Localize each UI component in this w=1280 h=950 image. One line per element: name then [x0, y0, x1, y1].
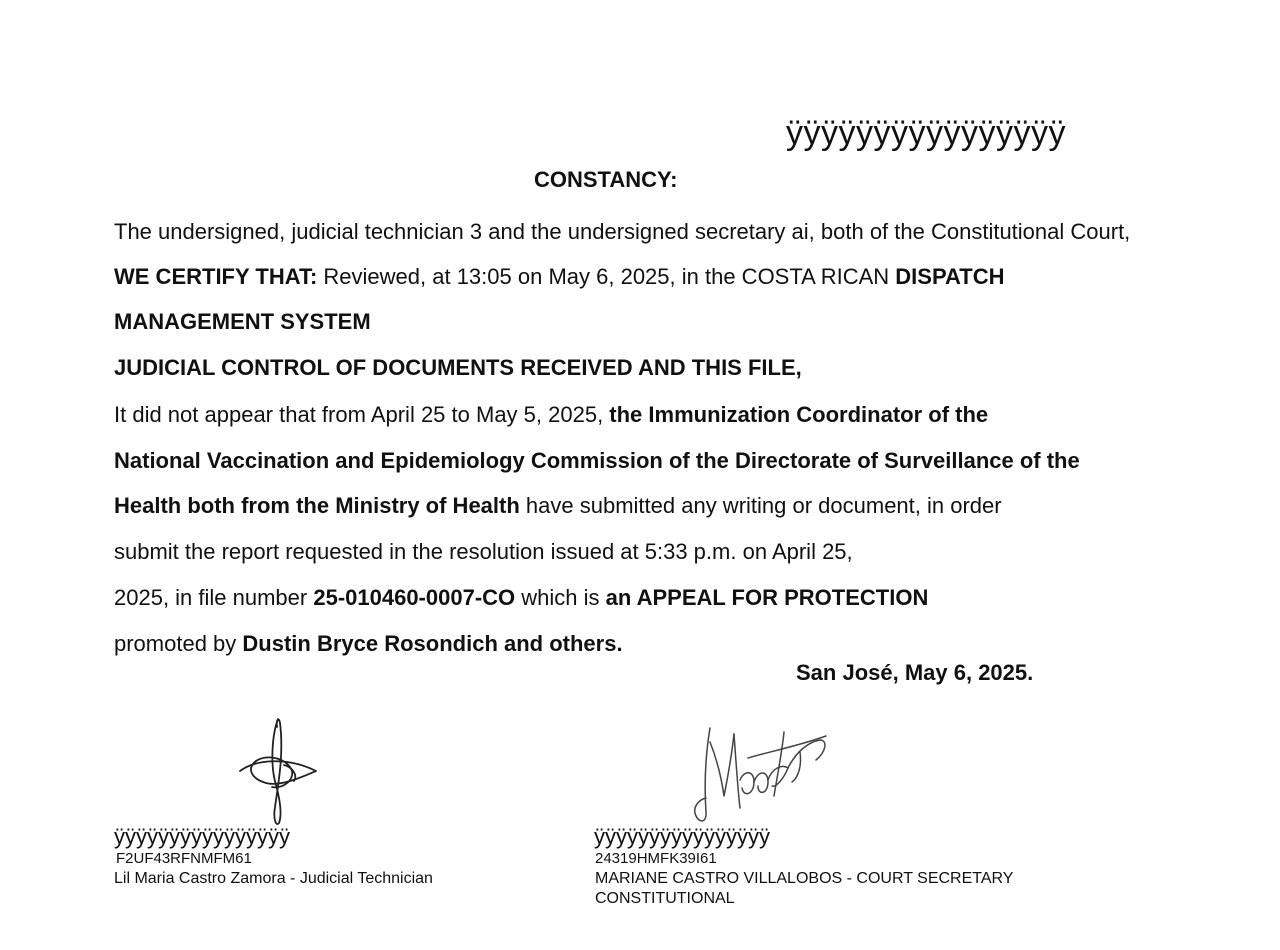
- system-name-part2: MANAGEMENT SYSTEM: [114, 309, 371, 334]
- body-line-4: [114, 539, 853, 565]
- system-name-part1: DISPATCH: [895, 264, 1005, 289]
- signature-right-id: 24319HMFK39I61: [595, 850, 717, 867]
- signature-left-graphic: [232, 715, 324, 827]
- signature-left-code: ÿÿÿÿÿÿÿÿÿÿÿÿÿÿÿÿ: [114, 824, 290, 849]
- certify-text: Reviewed, at 13:05 on May 6, 2025, in the COSTA RICAN: [317, 264, 896, 289]
- body-line-5: [114, 585, 928, 611]
- body-line-1-bold: the Immunization Coordinator of the: [609, 402, 989, 427]
- signature-right-code: ÿÿÿÿÿÿÿÿÿÿÿÿÿÿÿÿ: [594, 824, 770, 849]
- body-line-1: [114, 402, 988, 428]
- header-code: ÿÿÿÿÿÿÿÿÿÿÿÿÿÿÿÿ: [786, 114, 1066, 152]
- file-number: 25-010460-0007-CO: [313, 585, 516, 610]
- body-line-3-text: have submitted any writing or document, in order: [519, 493, 1002, 518]
- body-line-6: [114, 631, 623, 657]
- intro-paragraph: The undersigned, judicial technician 3 and the undersigned secretary ai, both of the Constitutional Court,: [114, 219, 1131, 244]
- promoter-name: Dustin Bryce Rosondich and others.: [242, 631, 623, 656]
- body-line-2: [114, 448, 1080, 474]
- document-title: CONSTANCY:: [534, 167, 678, 192]
- body-line-5-text1: 2025, in file number: [114, 585, 314, 610]
- body-line-2-bold: National Vaccination and Epidemiology Commission of the Directorate of Surveillance of the: [114, 448, 1080, 473]
- body-line-6-text: promoted by: [114, 631, 243, 656]
- body-line-5-text2: which is: [515, 585, 606, 610]
- signature-right-name-line2: CONSTITUTIONAL: [595, 890, 735, 907]
- body-line-3: [114, 493, 1002, 519]
- signature-right-graphic: [688, 712, 834, 830]
- place-and-date: San José, May 6, 2025.: [796, 660, 1034, 685]
- appeal-type: an APPEAL FOR PROTECTION: [605, 585, 929, 610]
- system-name-line: [114, 309, 371, 335]
- section-heading: [114, 355, 802, 381]
- body-line-3-bold: Health both from the Ministry of Health: [114, 493, 520, 518]
- signature-left-id: F2UF43RFNMFM61: [116, 850, 252, 867]
- signature-left-name: Lil Maria Castro Zamora - Judicial Technician: [114, 870, 433, 887]
- signature-right-name: MARIANE CASTRO VILLALOBOS - COURT SECRETARY: [595, 870, 1014, 887]
- certify-line: [114, 264, 1004, 290]
- certify-label: WE CERTIFY THAT:: [114, 264, 318, 289]
- section-heading-text: JUDICIAL CONTROL OF DOCUMENTS RECEIVED AND THIS FILE,: [114, 355, 802, 380]
- body-line-1-text: It did not appear that from April 25 to May 5, 2025,: [114, 402, 610, 427]
- body-line-4-text: submit the report requested in the resolution issued at 5:33 p.m. on April 25,: [114, 539, 853, 564]
